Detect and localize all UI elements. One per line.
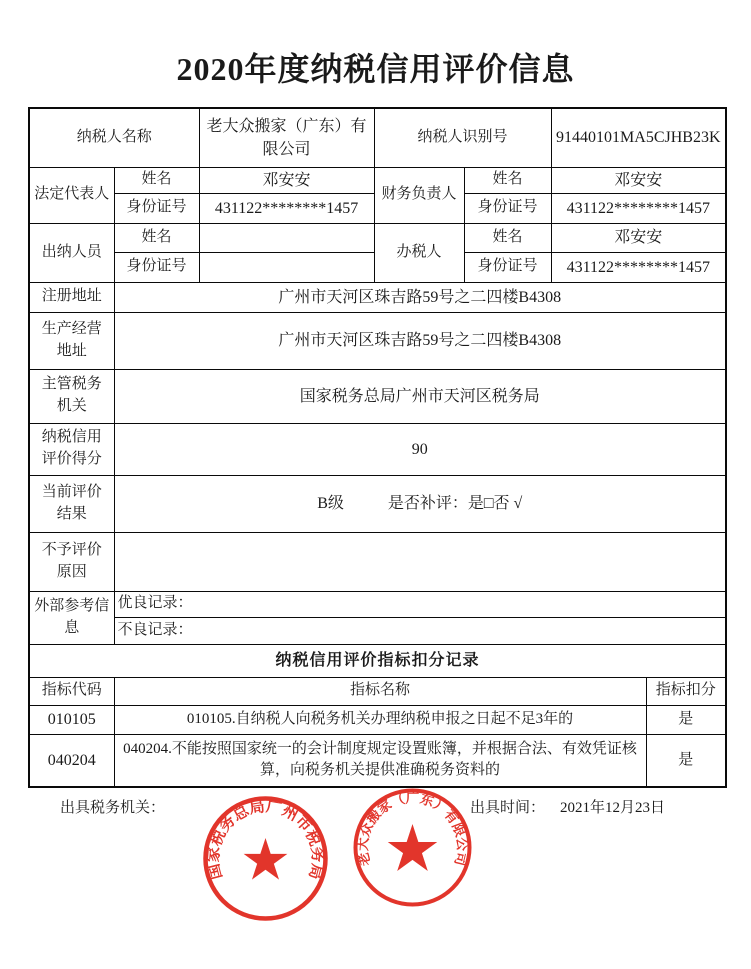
label-line: 息 (64, 619, 80, 636)
tax-agent-id-label: 身份证号 (464, 252, 551, 282)
deduction-row (29, 734, 726, 787)
tax-authority-value: 国家税务总局广州市天河区税务局 (114, 369, 726, 423)
no-eval-reason-value (114, 532, 726, 591)
cashier-label: 出纳人员 (29, 223, 114, 282)
indicator-code: 040204 (29, 734, 114, 787)
cashier-id-value (199, 252, 374, 282)
business-address-value: 广州市天河区珠吉路59号之二四楼B4308 (114, 312, 726, 369)
column-header-deduction: 指标扣分 (646, 677, 726, 705)
table-row (29, 223, 726, 252)
taxpayer-id-label: 纳税人识别号 (374, 108, 551, 167)
current-result-label (29, 475, 114, 532)
table-row (29, 475, 726, 532)
table-row (29, 167, 726, 193)
issuer-label: 出具税务机关： (60, 800, 166, 816)
indicator-name: 010105.自纳税人向税务机关办理纳税申报之日起不足3年的 (114, 705, 646, 734)
table-row (29, 644, 726, 677)
column-header-code: 指标代码 (29, 677, 114, 705)
stamp-ring (206, 799, 326, 919)
table-row (29, 369, 726, 423)
cashier-id-label: 身份证号 (114, 252, 199, 282)
legal-rep-label: 法定代表人 (29, 167, 114, 223)
label-line: 评价得分 (41, 451, 102, 468)
tax-agent-label: 办税人 (374, 223, 464, 282)
registered-address-value: 广州市天河区珠吉路59号之二四楼B4308 (114, 282, 726, 312)
credit-grade: B级 (317, 495, 344, 513)
footer-line (0, 792, 751, 816)
reeval-checkbox-text: 是否补评：是□否 √ (387, 495, 523, 513)
legal-rep-name-value: 邓安安 (199, 167, 374, 193)
label-line: 结果 (56, 505, 87, 522)
business-address-label (29, 312, 114, 369)
finance-officer-name-value: 邓安安 (551, 167, 726, 193)
bad-records-cell: 不良记录： (114, 617, 726, 644)
tax-agent-name-label: 姓名 (464, 223, 551, 252)
good-records-cell: 优良记录： (114, 591, 726, 617)
table-row (29, 312, 726, 369)
legal-rep-id-value: 431122********1457 (199, 193, 374, 223)
tax-agent-id-value: 431122********1457 (551, 252, 726, 282)
legal-rep-id-label: 身份证号 (114, 193, 199, 223)
finance-officer-id-label: 身份证号 (464, 193, 551, 223)
label-line: 地址 (56, 342, 87, 359)
label-line: 原因 (56, 563, 87, 580)
table-row (29, 591, 726, 617)
external-reference-label (29, 591, 114, 644)
page-title: 2020年度纳税信用评价信息 (176, 51, 575, 87)
credit-score-value: 90 (114, 423, 726, 475)
stamp-star-icon (244, 838, 288, 880)
stamp-text: 国家税务总局广州市税务局 (205, 798, 326, 882)
table-row (29, 617, 726, 644)
taxpayer-name-label: 纳税人名称 (29, 108, 199, 167)
credit-score-label (29, 423, 114, 475)
taxpayer-id-value: 91440101MA5CJHB23K (551, 108, 726, 167)
stamp-text: 老大众搬家（广东）有限公司 (355, 790, 470, 868)
indicator-code: 010105 (29, 705, 114, 734)
issue-time-value: 2021年12月23日 (560, 800, 666, 816)
table-row (29, 532, 726, 591)
table-row (29, 423, 726, 475)
finance-officer-id-value: 431122********1457 (551, 193, 726, 223)
finance-officer-label: 财务负责人 (374, 167, 464, 223)
tax-agent-name-value: 邓安安 (551, 223, 726, 252)
cashier-name-value (199, 223, 374, 252)
legal-rep-name-label: 姓名 (114, 167, 199, 193)
registered-address-label: 注册地址 (29, 282, 114, 312)
label-line: 机关 (56, 398, 87, 415)
stamp-star-icon (388, 824, 437, 871)
deduction-row (29, 705, 726, 734)
no-eval-reason-label (29, 532, 114, 591)
label-line: 外部参考信 (34, 597, 110, 614)
table-row (29, 108, 726, 167)
label-line: 主管税务 (41, 376, 102, 393)
indicator-deduction: 是 (646, 705, 726, 734)
column-header-name: 指标名称 (114, 677, 646, 705)
table-row (29, 677, 726, 705)
tax-credit-info-table (28, 107, 727, 788)
tax-authority-label (29, 369, 114, 423)
cashier-name-label: 姓名 (114, 223, 199, 252)
finance-officer-name-label: 姓名 (464, 167, 551, 193)
label-line: 当前评价 (41, 483, 102, 500)
label-line: 不予评价 (41, 541, 102, 558)
issue-time-label: 出具时间： (470, 800, 546, 816)
taxpayer-name-value: 老大众搬家（广东）有限公司 (199, 108, 374, 167)
indicator-deduction: 是 (646, 734, 726, 787)
indicator-name: 040204.不能按照国家统一的会计制度规定设置账簿，并根据合法、有效凭证核算，向税务机关提供准确税务资料的 (114, 734, 646, 787)
deduction-section-header: 纳税信用评价指标扣分记录 (29, 644, 726, 677)
label-line: 生产经营 (41, 320, 102, 337)
current-result-value (114, 475, 726, 532)
table-row (29, 282, 726, 312)
label-line: 纳税信用 (41, 429, 102, 446)
